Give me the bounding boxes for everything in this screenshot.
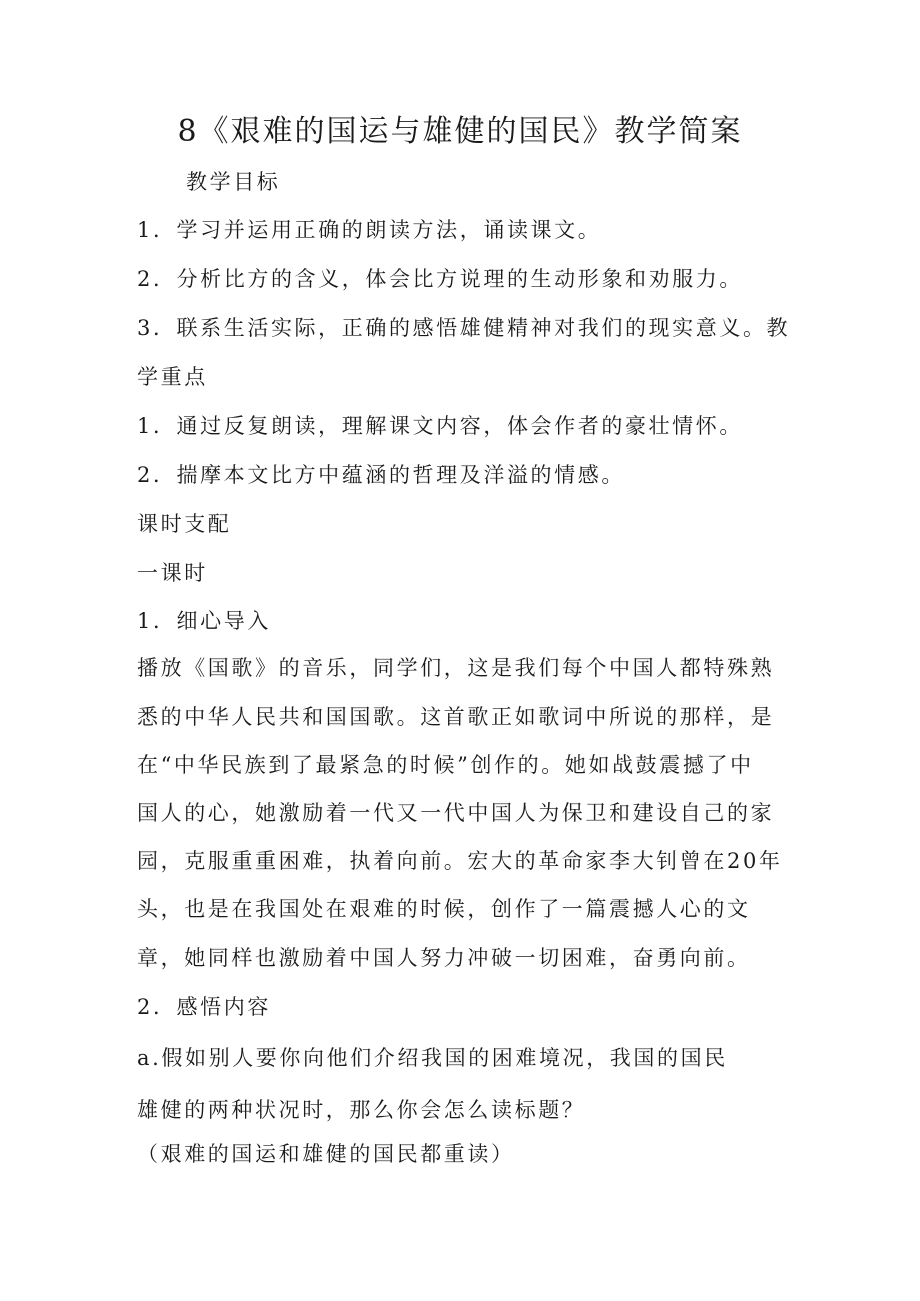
step-2-heading: 2．感悟内容 [137,995,271,1019]
paragraph-line: 园，克服重重困难，执着向前。宏大的革命家李大钊曾在20年 [137,849,783,873]
paragraph-line: 头，也是在我国处在艰难的时候，创作了一篇震撼人心的文 [137,897,751,921]
objective-2: 2．分析比方的含义，体会比方说理的生动形象和劝服力。 [137,267,743,291]
objective-3: 3．联系生活实际，正确的感悟雄健精神对我们的现实意义。教 [137,316,791,340]
schedule-value: 一课时 [137,561,208,585]
paragraph-line: 国人的心，她激励着一代又一代中国人为保卫和建设自己的家 [137,801,775,825]
key-point-1: 1．通过反复朗读，理解课文内容，体会作者的豪壮情怀。 [137,414,743,438]
paragraph-line: 悉的中华人民共和国国歌。这首歌正如歌词中所说的那样，是 [137,705,775,729]
paragraph-line: 播放《国歌》的音乐，同学们，这是我们每个中国人都特殊熟 [137,656,775,680]
key-point-2: 2．揣摩本文比方中蕴涵的哲理及洋溢的情感。 [137,463,625,487]
document-title: 8《艰难的国运与雄健的国民》教学简案 [177,114,743,149]
question-line: a.假如别人要你向他们介绍我国的困难境况，我国的国民 [137,1046,728,1070]
section-heading-key-points: 学重点 [137,365,208,389]
step-1-heading: 1．细心导入 [137,609,271,633]
question-line: 雄健的两种状况时，那么你会怎么读标题？ [137,1098,586,1122]
section-heading-objectives: 教学目标 [186,170,281,194]
section-heading-schedule: 课时支配 [137,512,232,536]
paragraph-line: 章，她同样也激励着中国人努力冲破一切困难，奋勇向前。 [137,946,751,970]
answer-note: （艰难的国运和雄健的国民都重读） [137,1142,515,1166]
objective-1: 1．学习并运用正确的朗读方法，诵读课文。 [137,218,602,242]
paragraph-line: 在“中华民族到了最紧急的时候”创作的。她如战鼓震撼了中 [137,753,754,777]
